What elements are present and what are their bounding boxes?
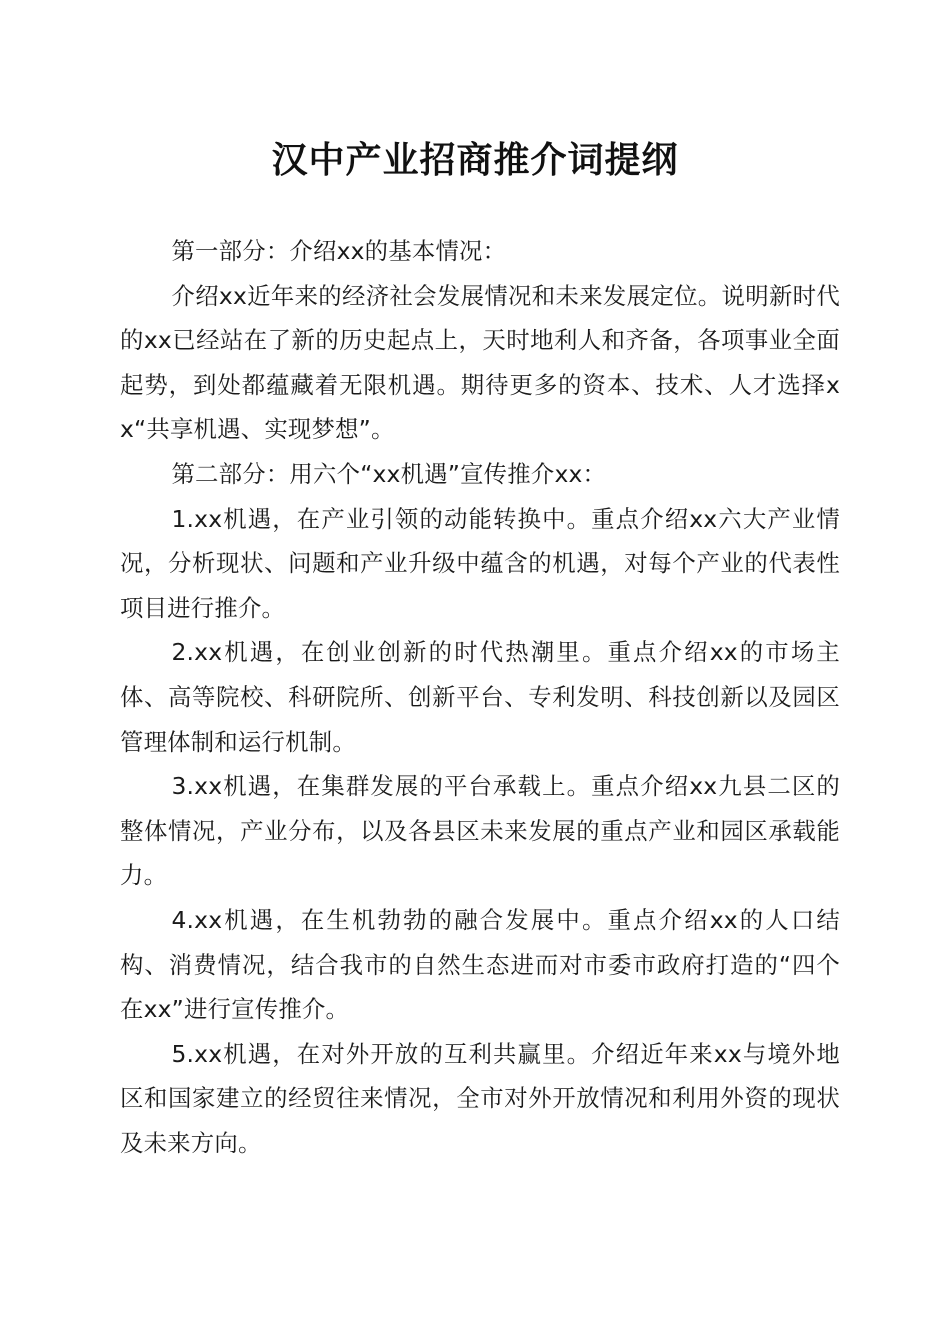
document-body — [120, 229, 840, 1165]
list-item-opportunity-4: 4.xx机遇，在生机勃勃的融合发展中。重点介绍xx的人口结构、消费情况，结合我市的自然生态进而对市委市政府打造的“四个在xx”进行宣传推介。 — [120, 905, 840, 1024]
list-item-opportunity-1: 1.xx机遇，在产业引领的动能转换中。重点介绍xx六大产业情况，分析现状、问题和产业升级中蕴含的机遇，对每个产业的代表性项目进行推介。 — [120, 504, 840, 622]
list-item-opportunity-3: 3.xx机遇，在集群发展的平台承载上。重点介绍xx九县二区的整体情况，产业分布，以及各县区未来发展的重点产业和园区承载能力。 — [120, 772, 840, 890]
section-heading-part-two: 第二部分：用六个“xx机遇”宣传推介xx： — [171, 459, 607, 488]
list-item-opportunity-2: 2.xx机遇，在创业创新的时代热潮里。重点介绍xx的市场主体、高等院校、科研院所、创新平台、专利发明、科技创新以及园区管理体制和运行机制。 — [120, 638, 840, 756]
paragraph-basic-intro: 介绍xx近年来的经济社会发展情况和未来发展定位。说明新时代的xx已经站在了新的历史起点上，天时地利人和齐备，各项事业全面起势，到处都蕴藏着无限机遇。期待更多的资本、技术、人才选择xx“共享机遇、实现梦想”。 — [120, 281, 840, 444]
document-title: 汉中产业招商推介词提纲 — [271, 139, 679, 181]
section-heading-part-one: 第一部分：介绍xx的基本情况： — [171, 237, 507, 265]
list-item-opportunity-5: 5.xx机遇，在对外开放的互利共赢里。介绍近年来xx与境外地区和国家建立的经贸往来情况，全市对外开放情况和利用外资的现状及未来方向。 — [120, 1039, 840, 1157]
